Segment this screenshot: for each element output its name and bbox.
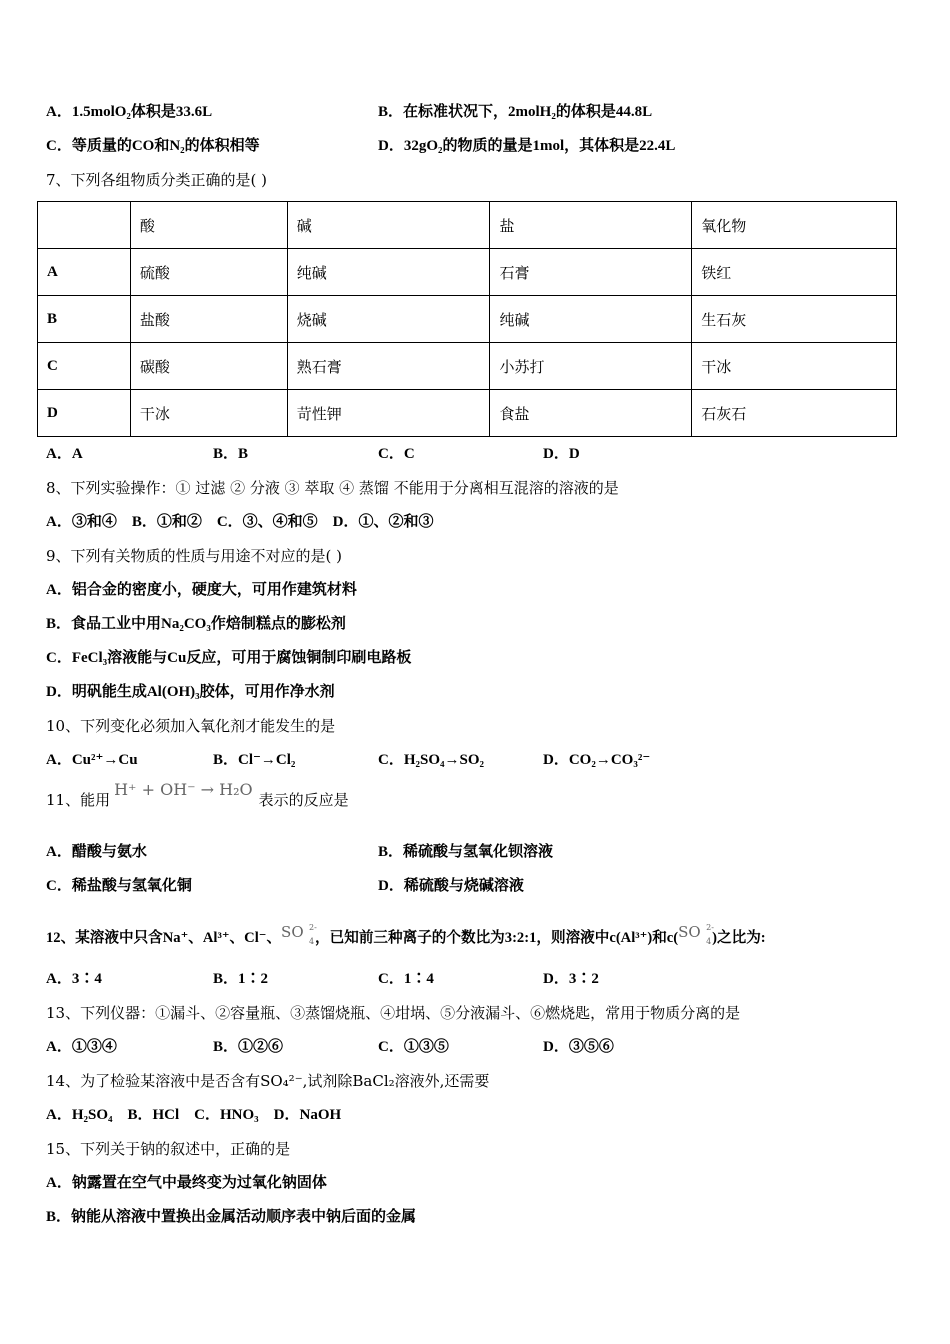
q7-option-a: A．A [46, 446, 83, 462]
table-cell: 熟石膏 [287, 343, 490, 390]
table-row [38, 249, 897, 296]
q11-prefix: 11、能用 [46, 791, 111, 809]
sulfate-subscript: 4 [309, 937, 315, 946]
sulfate-charge: 2- [309, 923, 317, 932]
table-cell: 纯碱 [490, 296, 692, 343]
q9-option-c: C．FeCl₃溶液能与Cu反应，可用于腐蚀铜制印刷电路板 [46, 650, 412, 666]
table-cell: 干冰 [692, 343, 897, 390]
q10-option-c: C．H₂SO₄→SO₂ [378, 752, 485, 768]
ionic-equation: H⁺ + OH⁻ → H₂O [114, 780, 253, 799]
q13-option-a: A．①③④ [46, 1039, 117, 1055]
q10-option-a: A．Cu²⁺→Cu [46, 752, 138, 768]
q6-option-a: A．1.5molO₂体积是33.6L [46, 104, 213, 120]
sulfate-symbol: SO [678, 923, 701, 941]
q13-stem: 13、下列仪器：①漏斗、②容量瓶、③蒸馏烧瓶、④坩埚、⑤分液漏斗、⑥燃烧匙，常用于物质分离的是 [46, 1004, 741, 1022]
table-cell: 碱 [287, 202, 490, 249]
table-cell: 石灰石 [692, 390, 897, 437]
q7-option-c: C．C [378, 446, 415, 462]
q7-option-d: D．D [543, 446, 580, 462]
q12-part1: 12、某溶液中只含Na⁺、Al³⁺、Cl⁻、 [46, 930, 282, 946]
q12-part3: )之比为: [712, 930, 766, 946]
table-cell: C [38, 343, 131, 390]
table-cell [38, 202, 131, 249]
q11-option-b: B．稀硫酸与氢氧化钡溶液 [378, 844, 554, 860]
q11-stem [46, 780, 349, 810]
q12-stem [46, 922, 766, 948]
sulfate-subscript: 4 [706, 937, 712, 946]
q6-option-b: B．在标准状况下，2molH₂的体积是44.8L [378, 104, 653, 120]
q15-stem: 15、下列关于钠的叙述中，正确的是 [46, 1140, 291, 1158]
table-cell: 纯碱 [287, 249, 490, 296]
sulfate-charge: 2- [706, 923, 714, 932]
sulfate-ion [281, 922, 315, 946]
q7-classification-table [37, 201, 897, 437]
sulfate-ion [678, 922, 712, 946]
q6-option-c: C．等质量的CO和N₂的体积相等 [46, 138, 260, 154]
table-cell: 食盐 [490, 390, 692, 437]
q12-option-c: C．1∶4 [378, 971, 434, 987]
table-cell: 酸 [130, 202, 287, 249]
q9-option-a: A．铝合金的密度小，硬度大，可用作建筑材料 [46, 582, 357, 598]
q15-option-b: B．钠能从溶液中置换出金属活动顺序表中钠后面的金属 [46, 1209, 417, 1225]
table-row [38, 343, 897, 390]
table-cell: 烧碱 [287, 296, 490, 343]
table-header-row [38, 202, 897, 249]
q9-option-b: B．食品工业中用Na₂CO₃作焙制糕点的膨松剂 [46, 616, 346, 632]
q8-stem: 8、下列实验操作：① 过滤 ② 分液 ③ 萃取 ④ 蒸馏 不能用于分离相互混溶的溶液的是 [46, 479, 619, 497]
q8-options: A．③和④ B．①和② C．③、④和⑤ D．①、②和③ [46, 514, 434, 530]
q14-options: A．H₂SO₄ B．HCl C．HNO₃ D．NaOH [46, 1107, 342, 1123]
table-row [38, 390, 897, 437]
q9-option-d: D．明矾能生成Al(OH)₃胶体，可用作净水剂 [46, 684, 335, 700]
q10-option-d: D．CO₂→CO₃²⁻ [543, 752, 651, 768]
table-cell: D [38, 390, 131, 437]
table-cell: A [38, 249, 131, 296]
sulfate-symbol: SO [281, 923, 304, 941]
table-cell: 苛性钾 [287, 390, 490, 437]
q11-option-d: D．稀硫酸与烧碱溶液 [378, 878, 524, 894]
q13-option-c: C．①③⑤ [378, 1039, 449, 1055]
table-cell: 生石灰 [692, 296, 897, 343]
q11-suffix: 表示的反应是 [258, 791, 349, 809]
q11-option-c: C．稀盐酸与氢氧化铜 [46, 878, 192, 894]
table-cell: 氧化物 [692, 202, 897, 249]
q11-option-a: A．醋酸与氨水 [46, 844, 147, 860]
table-cell: 石膏 [490, 249, 692, 296]
table-cell: 干冰 [130, 390, 287, 437]
table-cell: 铁红 [692, 249, 897, 296]
q6-option-d: D．32gO₂的物质的量是1mol，其体积是22.4L [378, 138, 676, 154]
q12-option-d: D．3∶2 [543, 971, 599, 987]
q7-stem: 7、下列各组物质分类正确的是( ) [46, 171, 268, 189]
q9-stem: 9、下列有关物质的性质与用途不对应的是( ) [46, 547, 343, 565]
table-row [38, 296, 897, 343]
table-cell: 硫酸 [130, 249, 287, 296]
q12-option-a: A．3∶4 [46, 971, 102, 987]
q12-part2: ，已知前三种离子的个数比为3:2:1，则溶液中c(Al³⁺)和c( [315, 930, 679, 946]
q10-option-b: B．Cl⁻→Cl₂ [213, 752, 296, 768]
q12-option-b: B．1∶2 [213, 971, 269, 987]
table-cell: 盐酸 [130, 296, 287, 343]
q10-stem: 10、下列变化必须加入氧化剂才能发生的是 [46, 717, 336, 735]
q15-option-a: A．钠露置在空气中最终变为过氧化钠固体 [46, 1175, 327, 1191]
table-cell: 盐 [490, 202, 692, 249]
q13-option-b: B．①②⑥ [213, 1039, 284, 1055]
q14-stem: 14、为了检验某溶液中是否含有SO₄²⁻,试剂除BaCl₂溶液外,还需要 [46, 1072, 490, 1090]
q7-option-b: B．B [213, 446, 249, 462]
q13-option-d: D．③⑤⑥ [543, 1039, 614, 1055]
table-cell: B [38, 296, 131, 343]
table-cell: 碳酸 [130, 343, 287, 390]
table-cell: 小苏打 [490, 343, 692, 390]
